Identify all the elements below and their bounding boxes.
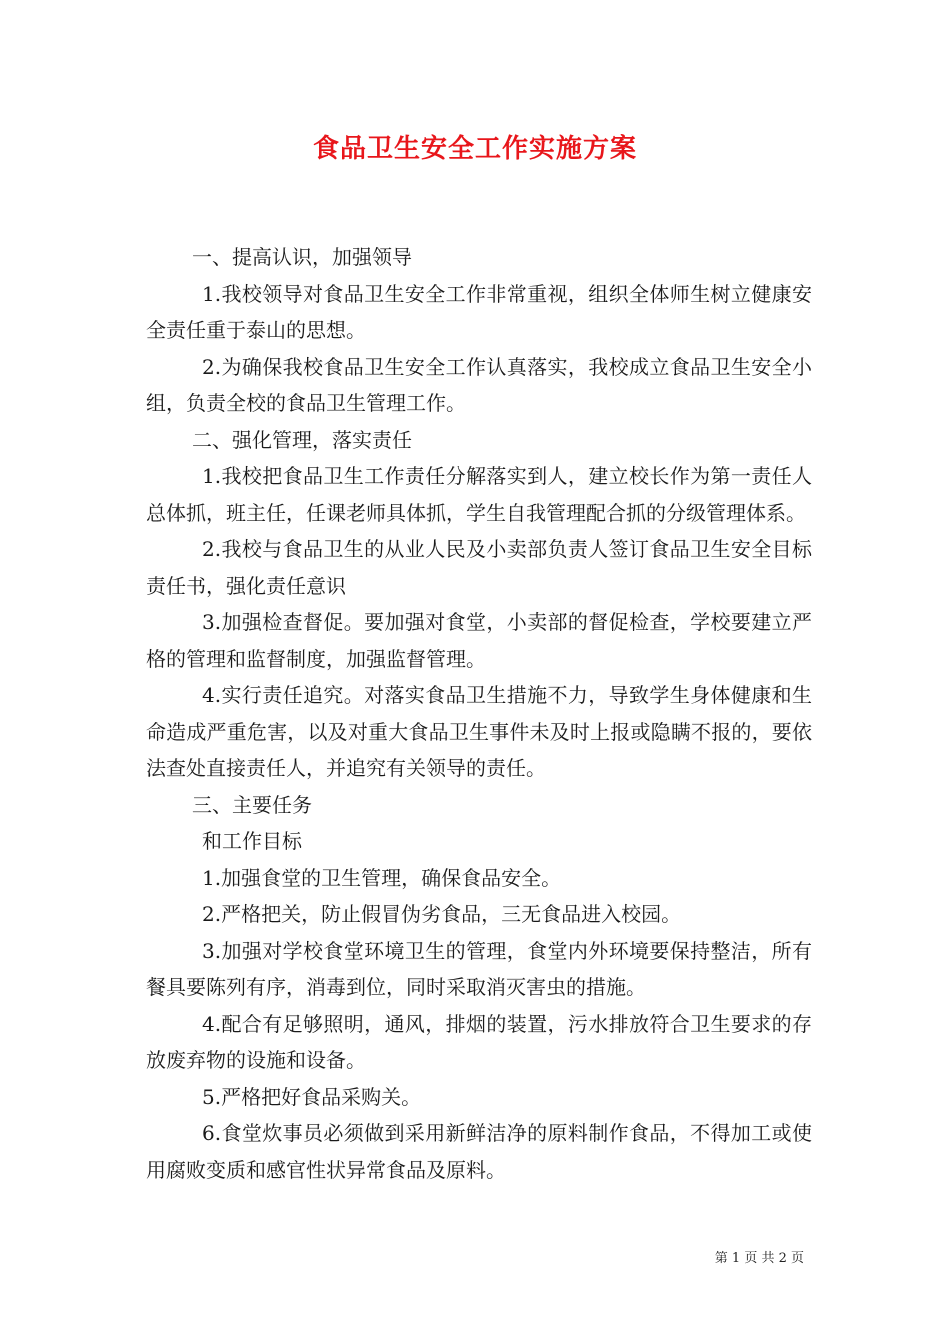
document-body — [146, 239, 812, 1188]
paragraph: 2.为确保我校食品卫生安全工作认真落实，我校成立食品卫生安全小组，负责全校的食品卫生管理工作。 — [146, 354, 812, 415]
paragraph: 1.加强食堂的卫生管理，确保食品安全。 — [202, 865, 562, 890]
paragraph: 3.加强检查督促。要加强对食堂，小卖部的督促检查，学校要建立严格的管理和监督制度，加强监督管理。 — [146, 610, 812, 671]
section-heading-2: 二、强化管理，落实责任 — [192, 427, 412, 452]
paragraph: 2.我校与食品卫生的从业人民及小卖部负责人签订食品卫生安全目标责任书，强化责任意识 — [146, 537, 812, 598]
paragraph: 5.严格把好食品采购关。 — [202, 1084, 422, 1109]
paragraph: 和工作目标 — [202, 829, 302, 853]
section-heading-3: 三、主要任务 — [192, 792, 312, 817]
section-heading-1: 一、提高认识，加强领导 — [192, 245, 412, 269]
document-title: 食品卫生安全工作实施方案 — [312, 134, 637, 164]
paragraph: 4.配合有足够照明，通风，排烟的装置，污水排放符合卫生要求的存放废弃物的设施和设备。 — [146, 1011, 812, 1072]
paragraph: 4.实行责任追究。对落实食品卫生措施不力，导致学生身体健康和生命造成严重危害，以及对重大食品卫生事件未及时上报或隐瞒不报的，要依法查处直接责任人，并追究有关领导的责任。 — [146, 683, 812, 780]
paragraph: 6.食堂炊事员必须做到采用新鲜洁净的原料制作食品，不得加工或使用腐败变质和感官性状异常食品及原料。 — [146, 1121, 812, 1182]
paragraph: 1.我校把食品卫生工作责任分解落实到人，建立校长作为第一责任人总体抓，班主任，任课老师具体抓，学生自我管理配合抓的分级管理体系。 — [146, 464, 812, 525]
paragraph: 3.加强对学校食堂环境卫生的管理，食堂内外环境要保持整洁，所有餐具要陈列有序，消毒到位，同时采取消灭害虫的措施。 — [146, 938, 812, 999]
page-number: 第 1 页 共 2 页 — [714, 1251, 804, 1266]
paragraph: 1.我校领导对食品卫生安全工作非常重视，组织全体师生树立健康安全责任重于泰山的思想。 — [146, 281, 812, 342]
paragraph: 2.严格把关，防止假冒伪劣食品，三无食品进入校园。 — [202, 902, 682, 926]
